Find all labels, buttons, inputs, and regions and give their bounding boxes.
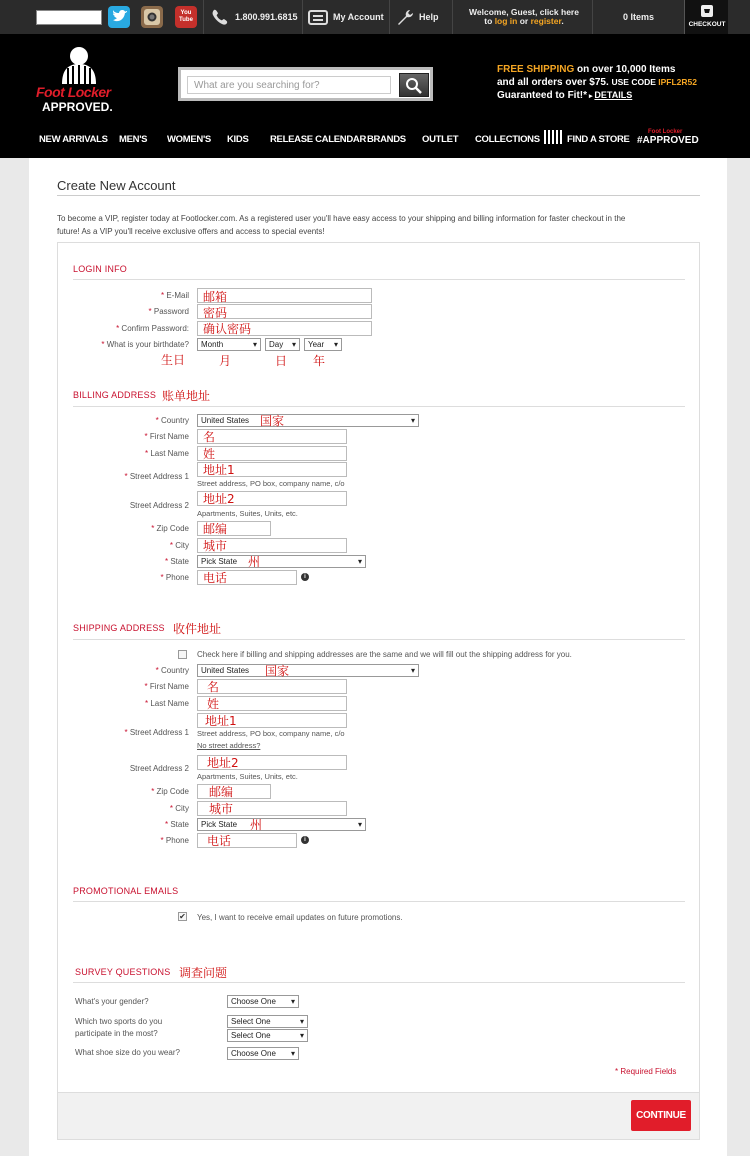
promo-line3 xyxy=(497,89,697,103)
login-info-heading: LOGIN INFO xyxy=(73,264,128,274)
billing-first-name-field[interactable] xyxy=(197,429,347,444)
shipping-heading: SHIPPING ADDRESS xyxy=(73,623,165,633)
shipping-country-select[interactable]: United States ▾ xyxy=(197,664,419,677)
birth-year-select[interactable]: Year ▾ xyxy=(304,338,342,351)
billing-last-label-text: Last Name xyxy=(150,449,189,458)
shipping-zip-label-text: Zip Code xyxy=(156,787,189,796)
shipping-first-label-text: First Name xyxy=(149,682,189,691)
billing-phone-label: * Phone xyxy=(160,573,189,582)
divider xyxy=(389,0,390,34)
email-annotation: 邮箱 xyxy=(203,290,228,304)
wrench-icon[interactable] xyxy=(394,6,416,28)
nav-womens[interactable]: WOMEN'S xyxy=(167,134,211,145)
welcome-or: or xyxy=(517,16,531,26)
logo-wordmark: Foot Locker xyxy=(36,84,111,100)
nav-kids[interactable]: KIDS xyxy=(227,134,249,145)
twitter-icon[interactable] xyxy=(108,6,130,28)
same-address-text: Check here if billing and shipping addresses are the same and we will fill out the shipping address for you. xyxy=(197,650,572,659)
section-rule xyxy=(73,901,685,902)
billing-country-annotation: 国家 xyxy=(260,414,285,428)
password-annotation: 密码 xyxy=(203,306,228,320)
youtube-icon[interactable] xyxy=(175,6,197,28)
nav-mens[interactable]: MEN'S xyxy=(119,134,148,145)
billing-first-label: * First Name xyxy=(144,432,189,441)
shipping-state-label: * State xyxy=(164,820,189,829)
checkout-button[interactable] xyxy=(684,0,728,34)
billing-country-label-text: Country xyxy=(160,416,189,425)
birthdate-label-text: What is your birthdate? xyxy=(106,340,189,349)
shipping-phone-label: * Phone xyxy=(160,836,189,845)
promo-free-shipping: FREE SHIPPING xyxy=(497,64,575,75)
billing-street1-annotation: 地址1 xyxy=(203,463,235,477)
shipping-heading-annotation: 收件地址 xyxy=(173,622,222,636)
shipping-zip-label: * Zip Code xyxy=(151,787,189,796)
shipping-phone-label-text: Phone xyxy=(165,836,189,845)
search-box xyxy=(178,67,433,101)
search-input[interactable]: What are you searching for? xyxy=(187,76,391,94)
sports-question-line1: Which two sports do you xyxy=(75,1017,163,1026)
intro-line1: To become a VIP, register today at Footlocker.com. As a registered user you'll have easy access to your shipping and billing information for faster checkout in the xyxy=(57,214,626,223)
billing-street2-label-text: Street Address 2 xyxy=(129,501,189,510)
billing-country-label: * Country xyxy=(155,416,189,425)
birth-month-select[interactable]: Month ▾ xyxy=(197,338,261,351)
welcome-line1: Welcome, Guest, click here xyxy=(469,7,579,17)
youtube-icon-text: You Tube xyxy=(179,10,193,23)
promo-line1-text: on over 10,000 Items xyxy=(574,64,676,75)
title-rule xyxy=(57,195,700,196)
nav-brand-wordmark: Foot Locker xyxy=(648,129,683,135)
billing-last-annotation: 姓 xyxy=(203,447,216,461)
cart-count[interactable]: 0 Items xyxy=(623,12,655,22)
same-address-checkbox[interactable] xyxy=(178,650,187,659)
top-bar xyxy=(0,0,750,34)
intro-line2: future! As a VIP you'll receive exclusive offers and access to special events! xyxy=(57,226,325,236)
sport-select-2[interactable]: Select One ▾ xyxy=(227,1029,308,1042)
divider xyxy=(452,0,453,34)
password-label: * Password xyxy=(148,307,189,316)
survey-heading: SURVEY QUESTIONS xyxy=(75,967,171,977)
promo-line2 xyxy=(497,76,697,89)
search-button[interactable] xyxy=(399,73,429,97)
billing-phone-annotation: 电话 xyxy=(203,571,228,585)
divider xyxy=(592,0,593,34)
billing-street2-annotation: 地址2 xyxy=(203,492,235,506)
shipping-city-label-text: City xyxy=(175,804,189,813)
shipping-last-annotation: 姓 xyxy=(207,697,220,711)
shipping-street2-label-text: Street Address 2 xyxy=(129,764,189,773)
promo-use-code: USE CODE xyxy=(611,77,659,87)
sport-select-1[interactable]: Select One ▾ xyxy=(227,1015,308,1028)
logo-approved: APPROVED. xyxy=(42,100,113,114)
year-annotation: 年 xyxy=(313,354,326,368)
shipping-country-label-text: Country xyxy=(160,666,189,675)
confirm-password-label: * Confirm Password: xyxy=(116,324,189,333)
form-footer xyxy=(57,1092,700,1140)
intro-text xyxy=(57,213,707,238)
birth-day-select[interactable]: Day ▾ xyxy=(265,338,300,351)
nav-brands[interactable]: BRANDS xyxy=(367,134,406,145)
shipping-street1-annotation: 地址1 xyxy=(205,714,237,728)
promo-details-link[interactable]: DETAILS xyxy=(594,90,633,100)
shipping-street2-label xyxy=(130,764,189,773)
billing-city-label: * City xyxy=(169,541,189,550)
shipping-country-label: * Country xyxy=(155,666,189,675)
account-icon[interactable] xyxy=(307,6,329,28)
birthdate-label: * What is your birthdate? xyxy=(101,340,189,349)
billing-first-annotation: 名 xyxy=(203,430,216,444)
section-rule xyxy=(73,279,685,280)
nav-release-calendar[interactable]: RELEASE CALENDAR xyxy=(270,134,367,145)
mini-search-field[interactable] xyxy=(36,10,102,25)
promo-email-checkbox[interactable]: ✔ xyxy=(179,912,186,921)
billing-last-name-field[interactable] xyxy=(197,446,347,461)
login-link[interactable]: log in xyxy=(494,16,518,26)
shipping-zip-annotation: 邮编 xyxy=(209,785,234,799)
billing-zip-annotation: 邮编 xyxy=(203,522,228,536)
billing-last-label: * Last Name xyxy=(144,449,189,458)
checkout-label: CHECKOUT xyxy=(688,21,726,28)
day-annotation: 日 xyxy=(275,354,288,368)
shipping-street2-hint: Apartments, Suites, Units, etc. xyxy=(197,772,298,781)
password-label-text: Password xyxy=(153,307,189,316)
section-rule xyxy=(73,406,685,407)
billing-state-select[interactable]: Pick State ▾ xyxy=(197,555,366,568)
billing-zip-label: * Zip Code xyxy=(151,524,189,533)
required-fields-note: * Required Fields xyxy=(615,1067,677,1076)
main-nav xyxy=(0,127,750,151)
welcome-period: . xyxy=(561,16,564,26)
shoe-size-select[interactable]: Choose One ▾ xyxy=(227,1047,299,1060)
help-link[interactable]: Help xyxy=(419,12,439,22)
divider xyxy=(203,0,204,34)
my-account-link[interactable]: My Account xyxy=(333,12,384,22)
continue-button[interactable]: CONTINUE xyxy=(631,1100,691,1131)
billing-city-label-text: City xyxy=(175,541,189,550)
billing-street2-hint: Apartments, Suites, Units, etc. xyxy=(197,509,298,518)
email-label-text: E-Mail xyxy=(166,291,189,300)
store-icon xyxy=(543,128,563,146)
sports-question-line2: participate in the most? xyxy=(75,1029,158,1038)
referee-icon xyxy=(56,46,102,84)
shipping-street2-annotation: 地址2 xyxy=(207,756,239,770)
welcome-line2 xyxy=(460,17,588,26)
confirm-password-annotation: 确认密码 xyxy=(203,322,252,336)
free-shipping-promo xyxy=(497,63,697,103)
billing-country-select[interactable]: United States ▾ xyxy=(197,414,419,427)
shipping-first-annotation: 名 xyxy=(207,680,220,694)
promo-code: IPFL2R52 xyxy=(658,77,698,87)
billing-heading: BILLING ADDRESS xyxy=(73,390,157,400)
promotional-emails-heading: PROMOTIONAL EMAILS xyxy=(73,886,179,896)
shipping-first-label: * First Name xyxy=(144,682,189,691)
shipping-phone-annotation: 电话 xyxy=(207,834,232,848)
info-icon[interactable]: i xyxy=(301,573,309,581)
gender-question: What's your gender? xyxy=(75,997,149,1006)
shipping-street1-label: * Street Address 1 xyxy=(124,728,189,737)
promo-email-text: Yes, I want to receive email updates on future promotions. xyxy=(197,913,403,922)
promo-line1 xyxy=(497,63,697,76)
shipping-street1-label-text: Street Address 1 xyxy=(129,728,189,737)
shoe-size-question: What shoe size do you wear? xyxy=(75,1048,180,1057)
billing-state-annotation: 州 xyxy=(248,555,261,569)
instagram-icon[interactable] xyxy=(141,6,163,28)
search-icon xyxy=(400,74,428,96)
billing-state-label: * State xyxy=(164,557,189,566)
billing-street1-hint: Street address, PO box, company name, c/o xyxy=(197,479,345,488)
shipping-state-label-text: State xyxy=(170,820,189,829)
billing-street1-label-text: Street Address 1 xyxy=(129,472,189,481)
month-annotation: 月 xyxy=(219,354,232,368)
survey-heading-annotation: 调查问题 xyxy=(179,966,228,980)
billing-state-label-text: State xyxy=(170,557,189,566)
promo-guarantee: Guaranteed to Fit!* xyxy=(497,90,588,101)
phone-icon xyxy=(209,6,231,28)
welcome-to: to xyxy=(484,16,495,26)
phone-number[interactable]: 1.800.991.6815 xyxy=(235,12,298,22)
birthdate-annotation: 生日 xyxy=(161,353,186,367)
nav-find-a-store[interactable]: FIND A STORE xyxy=(567,134,630,145)
confirm-password-label-text: Confirm Password: xyxy=(121,324,189,333)
billing-zip-label-text: Zip Code xyxy=(156,524,189,533)
shipping-country-annotation: 国家 xyxy=(265,664,290,678)
create-account-panel xyxy=(29,158,727,1156)
caret-right-icon: ▸ xyxy=(587,93,595,100)
billing-city-annotation: 城市 xyxy=(203,539,228,553)
cart-icon xyxy=(700,4,714,18)
shipping-last-name-field[interactable] xyxy=(197,696,347,711)
nav-outlet[interactable]: OUTLET xyxy=(422,134,459,145)
shipping-state-select[interactable]: Pick State ▾ xyxy=(197,818,366,831)
nav-approved-link[interactable]: #APPROVED xyxy=(637,135,699,146)
nav-new-arrivals[interactable]: NEW ARRIVALS xyxy=(39,134,108,145)
billing-phone-label-text: Phone xyxy=(165,573,189,582)
email-label: * E-Mail xyxy=(160,291,189,300)
billing-heading-annotation: 账单地址 xyxy=(162,389,211,403)
welcome-text xyxy=(460,8,588,26)
no-street-address-link[interactable]: No street address? xyxy=(197,741,261,750)
page-title: Create New Account xyxy=(57,178,176,193)
shipping-street1-hint: Street address, PO box, company name, c/o xyxy=(197,729,345,738)
billing-street2-label xyxy=(130,501,189,510)
billing-first-label-text: First Name xyxy=(149,432,189,441)
nav-collections[interactable]: COLLECTIONS xyxy=(475,134,540,145)
shipping-state-annotation: 州 xyxy=(250,818,263,832)
section-rule xyxy=(73,982,685,983)
gender-select[interactable]: Choose One ▾ xyxy=(227,995,299,1008)
billing-street1-label: * Street Address 1 xyxy=(124,472,189,481)
shipping-city-label: * City xyxy=(169,804,189,813)
divider xyxy=(302,0,303,34)
shipping-first-name-field[interactable] xyxy=(197,679,347,694)
register-link[interactable]: register xyxy=(530,16,562,26)
promo-line2-text: and all orders over $75. xyxy=(497,77,612,88)
foot-locker-logo[interactable] xyxy=(36,46,124,114)
shipping-last-label: * Last Name xyxy=(144,699,189,708)
info-icon[interactable]: i xyxy=(301,836,309,844)
sports-question xyxy=(75,1016,162,1040)
shipping-last-label-text: Last Name xyxy=(150,699,189,708)
shipping-city-annotation: 城市 xyxy=(209,802,234,816)
section-rule xyxy=(73,639,685,640)
